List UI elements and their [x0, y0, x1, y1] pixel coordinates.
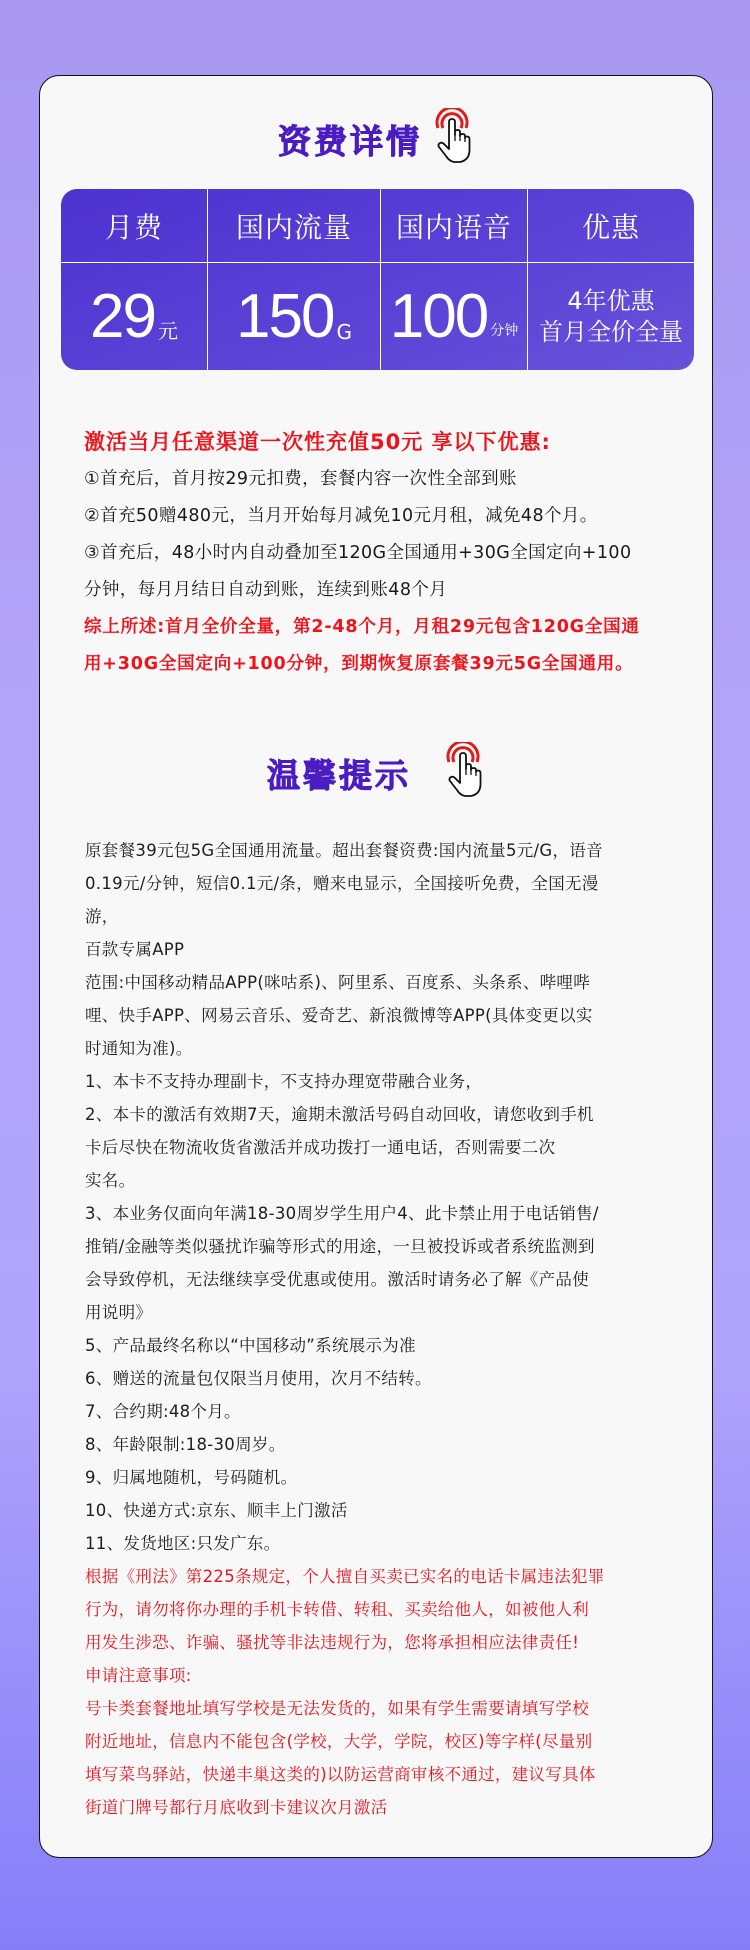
plan-details-card — [39, 75, 713, 1858]
fee-details-header — [40, 112, 712, 166]
tip-line: 7、合约期:48个月。 — [85, 1402, 241, 1421]
data-value: 150 — [236, 281, 334, 351]
promo-line-2: 首月全价全量 — [539, 317, 683, 346]
application-note-line: 填写菜鸟驿站，快递丰巢这类的)以防运营商审核不通过，建议写具体 — [85, 1765, 596, 1784]
tip-line: 10、快递方式:京东、顺丰上门激活 — [85, 1501, 348, 1520]
voice-value: 100 — [389, 281, 488, 351]
fee-details-title: 资费详情 — [278, 121, 422, 161]
data-unit: G — [336, 320, 352, 344]
tip-line: 8、年龄限制:18-30周岁。 — [85, 1435, 286, 1454]
tip-line: 0.19元/分钟，短信0.1元/条，赠来电显示，全国接听免费，全国无漫 — [85, 874, 599, 893]
application-note-line: 号卡类套餐地址填写学校是无法发货的，如果有学生需要请填写学校 — [85, 1699, 589, 1718]
warm-tips-section — [85, 834, 685, 1824]
recharge-offer-section — [84, 424, 684, 683]
application-notes-heading: 申请注意事项: — [85, 1666, 192, 1685]
tip-line: 范围:中国移动精品APP(咪咕系)、阿里系、百度系、头条系、哔哩哔 — [85, 973, 591, 992]
offer-line: 分钟，每月月结日自动到账，连续到账48个月 — [84, 580, 448, 600]
header-promo: 优惠 — [581, 210, 640, 244]
promo-line-1: 4年优惠 — [567, 286, 655, 315]
legal-notice-line: 用发生涉恐、诈骗、骚扰等非法违规行为，您将承担相应法律责任! — [85, 1633, 580, 1652]
legal-notice-line: 根据《刑法》第225条规定，个人擅自买卖已实名的电话卡属违法犯罪 — [85, 1567, 605, 1586]
tip-line: 实名。 — [85, 1171, 136, 1190]
tip-line: 百款专属APP — [85, 940, 185, 959]
legal-notice-line: 行为，请勿将你办理的手机卡转借、转租、买卖给他人，如被他人利 — [85, 1600, 589, 1619]
tip-line: 原套餐39元包5G全国通用流量。超出套餐资费:国内流量5元/G，语音 — [85, 841, 603, 860]
application-note-line: 附近地址，信息内不能包含(学校，大学，学院，校区)等字样(尽量别 — [85, 1732, 593, 1751]
price-table — [61, 189, 694, 370]
hand-click-icon — [432, 108, 474, 166]
offer-line: ①首充后，首月按29元扣费，套餐内容一次性全部到账 — [84, 469, 517, 489]
monthly-fee-value: 29 — [90, 281, 155, 351]
promo-cell — [528, 263, 694, 370]
data-cell — [208, 263, 381, 370]
header-domestic-voice: 国内语音 — [381, 189, 528, 262]
tip-line: 9、归属地随机，号码随机。 — [85, 1468, 298, 1487]
tip-line: 卡后尽快在物流收货省激活并成功拨打一通电话，否则需要二次 — [85, 1138, 556, 1157]
application-note-line: 街道门牌号都行月底收到卡建议次月激活 — [85, 1798, 388, 1817]
tip-line: 会导致停机，无法继续享受优惠或使用。激活时请务必了解《产品使 — [85, 1270, 589, 1289]
header-monthly-fee: 月费 — [61, 189, 208, 262]
tip-line: 6、赠送的流量包仅限当月使用，次月不结转。 — [85, 1369, 432, 1388]
offer-line: ②首充50赠480元，当月开始每月减免10元月租，减免48个月。 — [84, 506, 598, 526]
tip-line: 哩、快手APP、网易云音乐、爱奇艺、新浪微博等APP(具体变更以实 — [85, 1006, 593, 1025]
monthly-fee-cell — [61, 263, 208, 370]
offer-summary-line: 用+30G全国定向+100分钟，到期恢复原套餐39元5G全国通用。 — [84, 654, 634, 674]
voice-unit: 分钟 — [490, 323, 519, 339]
tip-line: 5、产品最终名称以“中国移动”系统展示为准 — [85, 1336, 416, 1355]
price-table-value-row — [61, 263, 694, 370]
tip-line: 用说明》 — [85, 1303, 153, 1322]
offer-summary-line: 综上所述:首月全价全量，第2-48个月，月租29元包含120G全国通 — [84, 617, 640, 637]
tip-line: 11、发货地区:只发广东。 — [85, 1534, 281, 1553]
offer-heading: 激活当月任意渠道一次性充值50元 享以下优惠: — [84, 430, 551, 454]
offer-line: ③首充后，48小时内自动叠加至120G全国通用+30G全国定向+100 — [84, 543, 632, 563]
monthly-fee-unit: 元 — [157, 319, 178, 343]
hand-click-icon — [443, 742, 485, 800]
warm-tips-title: 温馨提示 — [267, 755, 411, 795]
tip-line: 时通知为准)。 — [85, 1039, 193, 1058]
tip-line: 1、本卡不支持办理副卡，不支持办理宽带融合业务， — [85, 1072, 483, 1091]
header-domestic-data: 国内流量 — [208, 189, 381, 262]
price-table-header-row — [61, 189, 694, 263]
tip-line: 游， — [85, 907, 119, 926]
voice-cell — [381, 263, 528, 370]
tip-line: 推销/金融等类似骚扰诈骗等形式的用途，一旦被投诉或者系统监测到 — [85, 1237, 595, 1256]
tip-line: 2、本卡的激活有效期7天，逾期未激活号码自动回收，请您收到手机 — [85, 1105, 594, 1124]
tip-line: 3、本业务仅面向年满18-30周岁学生用户4、此卡禁止用于电话销售/ — [85, 1204, 599, 1223]
warm-tips-header — [40, 746, 712, 800]
